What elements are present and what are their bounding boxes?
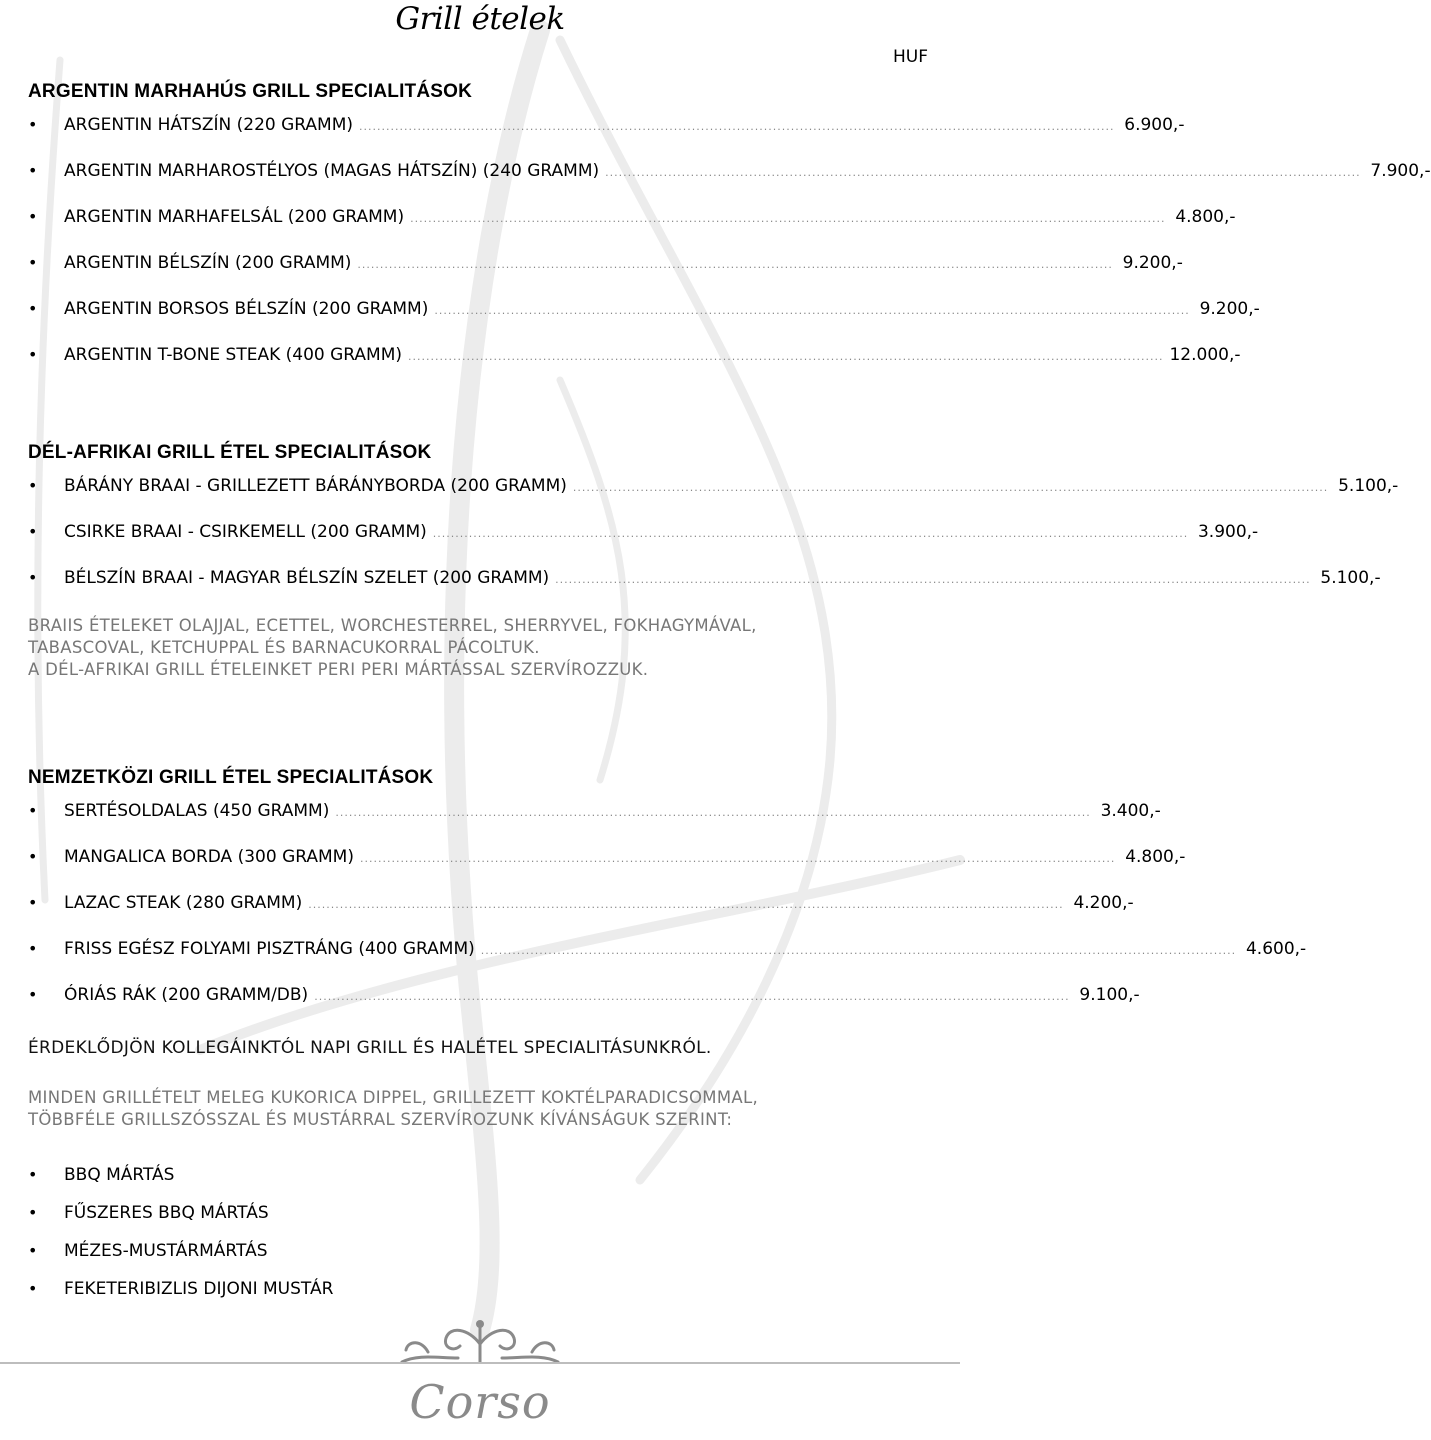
sauce-name: FŰSZERES BBQ MÁRTÁS [64, 1203, 269, 1223]
dot-leader: ........................................................................................................................................................................ [335, 806, 1091, 819]
currency-label: HUF [892, 47, 928, 67]
bullet-icon: • [28, 522, 38, 541]
item-price: 5.100,- [1338, 476, 1399, 496]
dot-leader: ........................................................................................................................................................................ [480, 944, 1237, 957]
bullet-icon: • [28, 1279, 38, 1298]
note-line: TÖBBFÉLE GRILLSZÓSSZAL ÉS MUSTÁRRAL SZERVÍROZUNK KÍVÁNSÁGUK SZERINT: [28, 1110, 733, 1129]
sauce-name: MÉZES-MUSTÁRMÁRTÁS [64, 1241, 268, 1261]
sauce-item [28, 1240, 928, 1278]
menu-item [28, 984, 1140, 1030]
dot-leader: ........................................................................................................................................................................ [605, 166, 1361, 179]
sauce-item [28, 1164, 928, 1202]
item-name: ARGENTIN BÉLSZÍN (200 GRAMM) [64, 253, 352, 273]
item-price: 4.800,- [1125, 847, 1186, 867]
bullet-icon: • [28, 207, 38, 226]
sauce-name: FEKETERIBIZLIS DIJONI MUSTÁR [64, 1279, 334, 1299]
bullet-icon: • [28, 115, 38, 134]
dot-leader: ........................................................................................................................................................................ [434, 304, 1190, 317]
item-name: CSIRKE BRAAI - CSIRKEMELL (200 GRAMM) [64, 522, 427, 542]
section-nemzetkozi [28, 766, 1307, 1030]
menu-item [28, 475, 1399, 521]
bullet-icon: • [28, 568, 38, 587]
dot-leader: ........................................................................................................................................................................ [572, 481, 1329, 494]
dot-leader: ........................................................................................................................................................................ [314, 990, 1070, 1003]
menu-item [28, 206, 1236, 252]
menu-item [28, 298, 1260, 344]
item-name: ARGENTIN T-BONE STEAK (400 GRAMM) [64, 345, 403, 365]
sauces-block [28, 1164, 928, 1316]
note-line: BRAIIS ÉTELEKET OLAJJAL, ECETTEL, WORCHESTERREL, SHERRYVEL, FOKHAGYMÁVAL, [28, 616, 757, 635]
note-line: A DÉL-AFRIKAI GRILL ÉTELEINKET PERI PERI MÁRTÁSSAL SZERVÍROZZUK. [28, 660, 649, 679]
footer-divider [0, 1362, 960, 1364]
section-title: ARGENTIN MARHAHÚS GRILL SPECIALITÁSOK [28, 81, 473, 102]
menu-item [28, 521, 1259, 567]
item-name: ARGENTIN HÁTSZÍN (220 GRAMM) [64, 115, 354, 135]
section-title: DÉL-AFRIKAI GRILL ÉTEL SPECIALITÁSOK [28, 442, 432, 463]
bullet-icon: • [28, 1241, 38, 1260]
bullet-icon: • [28, 801, 38, 820]
sauce-item [28, 1278, 928, 1316]
item-price: 4.600,- [1245, 939, 1307, 959]
item-price: 9.200,- [1199, 299, 1260, 319]
bullet-icon: • [28, 345, 38, 364]
corso-logo: Corso [409, 1375, 551, 1429]
menu-item [28, 114, 1185, 160]
sauce-list [28, 1164, 928, 1316]
dot-leader: ........................................................................................................................................................................ [408, 350, 1164, 363]
menu-list [28, 114, 1431, 390]
item-price: 4.800,- [1175, 207, 1236, 227]
menu-item [28, 800, 1161, 846]
dot-leader: ........................................................................................................................................................................ [359, 120, 1115, 133]
bullet-icon: • [28, 253, 38, 272]
bullet-icon: • [28, 476, 38, 495]
item-name: MANGALICA BORDA (300 GRAMM) [64, 847, 354, 867]
item-name: BÉLSZÍN BRAAI - MAGYAR BÉLSZÍN SZELET (200 GRAMM) [64, 568, 550, 588]
item-name: LAZAC STEAK (280 GRAMM) [64, 893, 303, 913]
note-line: TABASCOVAL, KETCHUPPAL ÉS BARNACUKORRAL PÁCOLTUK. [28, 638, 540, 657]
item-name: ARGENTIN MARHAFELSÁL (200 GRAMM) [64, 207, 405, 227]
dot-leader: ........................................................................................................................................................................ [410, 212, 1166, 225]
bullet-icon: • [28, 299, 38, 318]
menu-item [28, 252, 1183, 298]
item-price: 3.900,- [1197, 522, 1259, 542]
item-price: 12.000,- [1169, 345, 1241, 365]
dot-leader: ........................................................................................................................................................................ [359, 852, 1116, 865]
item-price: 6.900,- [1124, 115, 1185, 135]
item-name: ARGENTIN MARHAROSTÉLYOS (MAGAS HÁTSZÍN) (240 GRAMM) [64, 161, 600, 181]
menu-list [28, 800, 1307, 1030]
dot-leader: ........................................................................................................................................................................ [432, 527, 1189, 540]
bullet-icon: • [28, 985, 38, 1004]
menu-item [28, 938, 1307, 984]
sauce-name: BBQ MÁRTÁS [64, 1165, 175, 1185]
inquiry-text: ÉRDEKLŐDJÖN KOLLEGÁINKTÓL NAPI GRILL ÉS HALÉTEL SPECIALITÁSUNKRÓL. [28, 1038, 712, 1058]
item-price: 9.200,- [1122, 253, 1183, 273]
dot-leader: ........................................................................................................................................................................ [555, 573, 1311, 586]
menu-list [28, 475, 1399, 613]
item-name: SERTÉSOLDALAS (450 GRAMM) [64, 801, 330, 821]
menu-item [28, 846, 1186, 892]
section-title: NEMZETKÖZI GRILL ÉTEL SPECIALITÁSOK [28, 767, 434, 788]
bullet-icon: • [28, 893, 38, 912]
dot-leader: ........................................................................................................................................................................ [357, 258, 1113, 271]
sauce-item [28, 1202, 928, 1240]
bullet-icon: • [28, 847, 38, 866]
section-del-afrikai [28, 441, 1399, 681]
item-name: ÓRIÁS RÁK (200 GRAMM/DB) [64, 985, 309, 1005]
bullet-icon: • [28, 1203, 38, 1222]
item-name: ARGENTIN BORSOS BÉLSZÍN (200 GRAMM) [64, 299, 429, 319]
item-price: 5.100,- [1320, 568, 1381, 588]
dot-leader: ........................................................................................................................................................................ [308, 898, 1064, 911]
item-name: FRISS EGÉSZ FOLYAMI PISZTRÁNG (400 GRAMM) [64, 939, 475, 959]
item-price: 4.200,- [1073, 893, 1134, 913]
section-argentin [28, 80, 1431, 390]
bullet-icon: • [28, 939, 38, 958]
marinade-note [28, 615, 928, 681]
note-line: MINDEN GRILLÉTELT MELEG KUKORICA DIPPEL, GRILLEZETT KOKTÉLPARADICSOMMAL, [28, 1088, 758, 1107]
page-title: Grill ételek [395, 1, 565, 37]
sides-note [28, 1087, 928, 1131]
item-price: 7.900,- [1370, 161, 1431, 181]
item-price: 9.100,- [1079, 985, 1140, 1005]
menu-item [28, 160, 1431, 206]
ornament-icon [388, 1318, 572, 1368]
item-name: BÁRÁNY BRAAI - GRILLEZETT BÁRÁNYBORDA (200 GRAMM) [64, 476, 567, 496]
bullet-icon: • [28, 1165, 38, 1184]
menu-item [28, 344, 1241, 390]
inquiry-block [28, 1037, 928, 1059]
menu-item [28, 892, 1134, 938]
bullet-icon: • [28, 161, 38, 180]
menu-item [28, 567, 1381, 613]
item-price: 3.400,- [1100, 801, 1161, 821]
